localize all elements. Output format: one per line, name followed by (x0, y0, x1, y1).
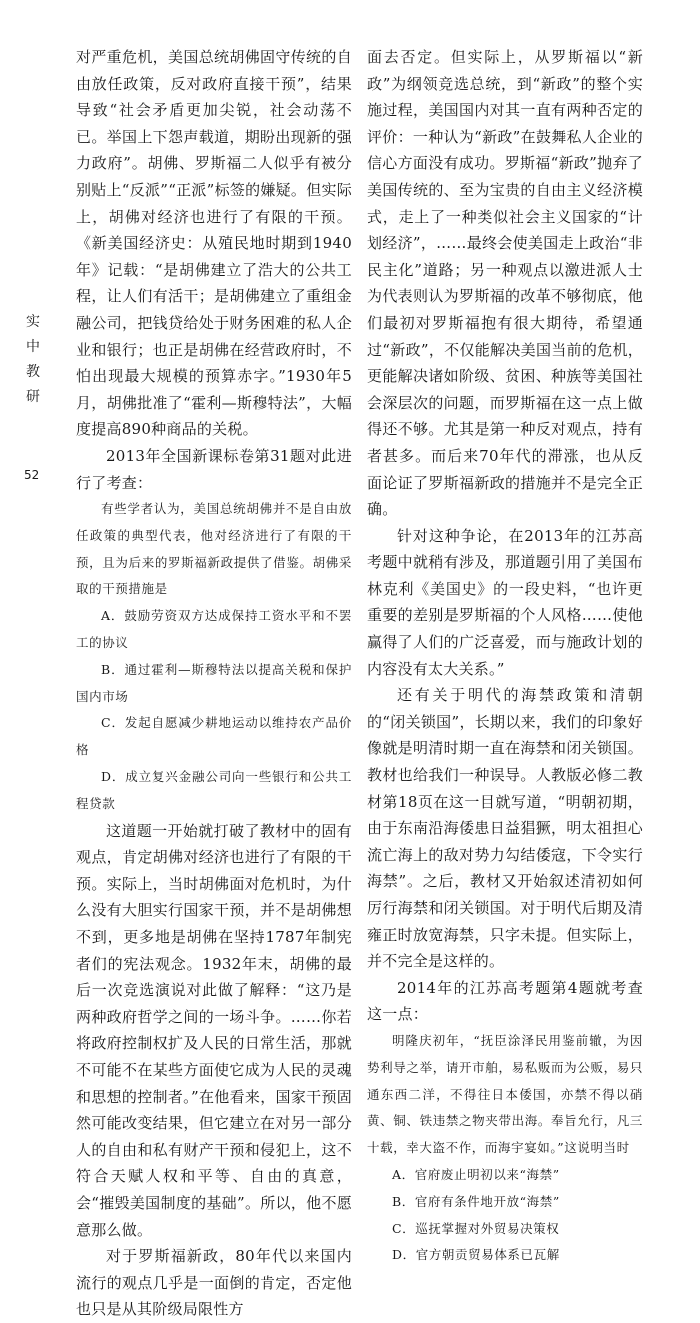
exam-question-2014 (367, 1028, 643, 1269)
side-section-label (24, 310, 42, 410)
question-option-a: A．鼓励劳资双方达成保持工资水平和不罢工的协议 (76, 608, 352, 651)
question-option-a: A．官府废止明初以来“海禁” (392, 1166, 560, 1182)
side-label-char: 教 (26, 364, 40, 380)
question-option-b: B．通过霍利—斯穆特法以提高关税和保护国内市场 (76, 661, 352, 704)
question-option-b: B．官府有条件地开放“海禁” (392, 1193, 560, 1209)
paragraph: 这道题一开始就打破了教材中的固有观点，肯定胡佛对经济也进行了有限的干预。实际上，当时胡佛面对危机时，为什么没有大胆实行国家干预，并不是胡佛想不到，更多地是胡佛在坚持1787年制宪者们的宪法观念。1932年末，胡佛的最后一次竞选演说对此做了解释：“这乃是两种政府哲学之间的一场斗争。……你若将政府控制权扩及人民的日常生活，那就不可能不在某些方面使它成为人民的灵魂和思想的控制者。”在他看来，国家干预固然可能改变结果，但它建立在对另一部分人的自由和私有财产干预和侵犯上，这不符合天赋人权和平等、自由的真意，会“摧毁美国制度的基础”。所以，他不愿意那么做。 (76, 821, 352, 1239)
paragraph: 对严重危机，美国总统胡佛固守传统的自由放任政策，反对政府直接干预”，结果导致“社会矛盾更加尖锐，社会动荡不已。举国上下怨声载道，期盼出现新的强力政府”。胡佛、罗斯福二人似乎有被分别贴上“反派”“正派”标签的嫌疑。但实际上，胡佛对经济也进行了有限的干预。《新美国经济史：从殖民地时期到1940年》记载：“是胡佛建立了浩大的公共工程，让人们有活干；是胡佛建立了重组金融公司，把钱贷给处于财务困难的私人企业和银行；也正是胡佛在经营政府时，不怕出现最大规模的预算赤字。”1930年5月，胡佛批准了“霍利—斯穆特法”，大幅度提高890种商品的关税。 (76, 48, 352, 439)
paragraph: 对于罗斯福新政，80年代以来国内流行的观点几乎是一面倒的肯定，否定他也只是从其阶级局限性方 (76, 1247, 352, 1319)
question-option-c: C．巡抚掌握对外贸易决策权 (392, 1220, 560, 1236)
question-stem: 明隆庆初年，“抚臣涂泽民用鉴前辙，为因势利导之举，请开市舶，易私贩而为公贩，易只通东西二洋，不得往日本倭国，亦禁不得以硝黄、铜、铁违禁之物夹带出海。奉旨允行，凡三十载，幸大盗不作，而海宇宴如。”这说明当时 (367, 1032, 643, 1156)
side-label-char: 中 (26, 339, 40, 355)
paragraph: 2013年全国新课标卷第31题对此进行了考查： (76, 446, 352, 492)
right-column (367, 44, 643, 1269)
question-option-d: D．成立复兴金融公司向一些银行和公共工程贷款 (76, 769, 352, 811)
left-column (76, 44, 352, 1323)
paragraph: 面去否定。但实际上，从罗斯福以“新政”为纲领竞选总统，到“新政”的整个实施过程，美国国内对其一直有两种否定的评价：一种认为“新政”在鼓舞私人企业的信心方面没有成功。罗斯福“新政”抛弃了美国传统的、至为宝贵的自由主义经济模式，走上了一种类似社会主义国家的“计划经济”，……最终会使美国走上政治“非民主化”道路；另一种观点以激进派人士为代表则认为罗斯福的改革不够彻底，他们最初对罗斯福抱有很大期待，希望通过“新政”，不仅能解决美国当前的危机，更能解决诸如阶级、贫困、种族等美国社会深层次的问题，而罗斯福在这一点上做得还不够。尤其是第一种反对观点，持有者甚多。而后来70年代的滞涨，也从反面论证了罗斯福新政的措施并不是完全正确。 (367, 48, 643, 519)
paragraph: 针对这种争论，在2013年的江苏高考题中就稍有涉及，那道题引用了美国布林克利《美国史》的一段史料，“也许更重要的差别是罗斯福的个人风格……使他赢得了人们的广泛喜爱，而与施政计划的内容没有太大关系。” (367, 526, 643, 678)
side-label-char: 研 (26, 389, 40, 405)
question-option-d: D．官方朝贡贸易体系已瓦解 (392, 1247, 560, 1263)
page-number: 52 (24, 468, 40, 482)
side-label-char: 实 (26, 314, 40, 330)
paragraph: 还有关于明代的海禁政策和清朝的“闭关锁国”，长期以来，我们的印象好像就是明清时期一直在海禁和闭关锁国。教材也给我们一种误导。人教版必修二教材第18页在这一目就写道，“明朝初期，由于东南沿海倭患日益猖獗，明太祖担心流亡海上的敌对势力勾结倭寇，下令实行海禁”。之后，教材又开始叙述清初如何厉行海禁和闭关锁国。对于明代后期及清雍正时放宽海禁，只字未提。但实际上，并不完全是这样的。 (367, 686, 643, 971)
paragraph: 2014年的江苏高考题第4题就考查这一点： (367, 978, 643, 1024)
question-stem: 有些学者认为，美国总统胡佛并不是自由放任政策的典型代表，他对经济进行了有限的干预，且为后来的罗斯福新政提供了借鉴。胡佛采取的干预措施是 (76, 501, 352, 597)
question-option-c: C．发起自愿减少耕地运动以维持农产品价格 (76, 715, 352, 758)
exam-question-2013 (76, 496, 352, 818)
